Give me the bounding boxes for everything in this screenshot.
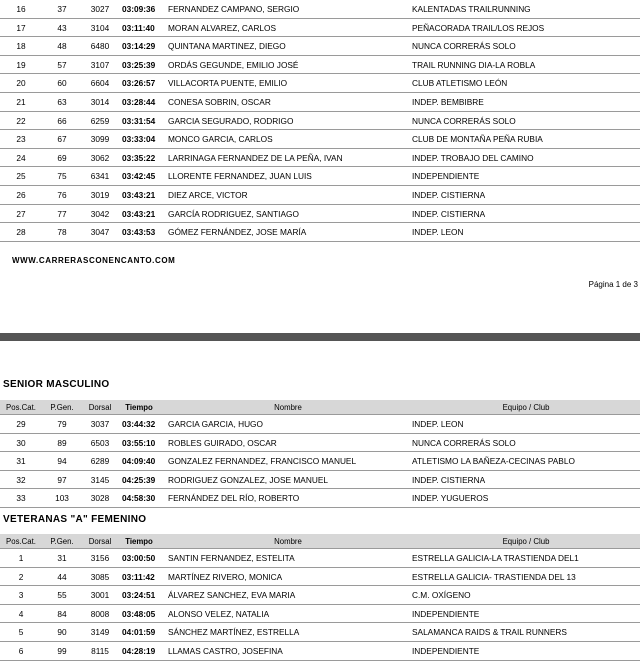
cell-nombre: ALONSO VELEZ, NATALIA bbox=[168, 608, 270, 619]
cell-tiempo: 03:43:53 bbox=[122, 227, 156, 238]
table-row bbox=[0, 186, 640, 205]
cell-tiempo: 03:55:10 bbox=[122, 437, 156, 448]
col-header-dorsal: Dorsal bbox=[88, 403, 112, 412]
cell-tiempo: 03:33:04 bbox=[122, 134, 156, 145]
cell-nombre: LARRINAGA FERNANDEZ DE LA PEÑA, IVAN bbox=[168, 152, 343, 163]
cell-poscat: 28 bbox=[16, 227, 26, 238]
cell-dorsal: 3042 bbox=[90, 208, 110, 219]
cell-nombre: RODRIGUEZ GONZALEZ, JOSE MANUEL bbox=[168, 474, 328, 485]
cell-dorsal: 3001 bbox=[90, 590, 110, 601]
cell-equipo: INDEP. CISTIERNA bbox=[412, 189, 486, 200]
cell-pgen: 60 bbox=[57, 78, 67, 89]
cell-dorsal: 8008 bbox=[90, 608, 110, 619]
cell-tiempo: 03:43:21 bbox=[122, 208, 156, 219]
cell-dorsal: 6604 bbox=[90, 78, 110, 89]
cell-poscat: 6 bbox=[18, 645, 24, 656]
cell-tiempo: 03:24:51 bbox=[122, 590, 156, 601]
cell-equipo: PEÑACORADA TRAIL/LOS REJOS bbox=[412, 22, 545, 33]
cell-tiempo: 04:28:19 bbox=[122, 645, 156, 656]
col-header-tiempo: Tiempo bbox=[125, 403, 153, 412]
col-header-pgen: P.Gen. bbox=[50, 537, 74, 546]
col-header-tiempo: Tiempo bbox=[125, 537, 153, 546]
col-header-pgen: P.Gen. bbox=[50, 403, 74, 412]
table-row bbox=[0, 489, 640, 508]
cell-dorsal: 3037 bbox=[90, 419, 110, 429]
cell-tiempo: 03:25:39 bbox=[122, 59, 156, 70]
cell-dorsal: 6289 bbox=[90, 456, 110, 467]
cell-tiempo: 03:42:45 bbox=[122, 171, 156, 182]
table-row bbox=[0, 605, 640, 624]
cell-pgen: 55 bbox=[57, 590, 67, 601]
cell-poscat: 22 bbox=[16, 115, 26, 126]
cell-tiempo: 03:31:54 bbox=[122, 115, 156, 126]
cell-nombre: LLAMAS CASTRO, JOSEFINA bbox=[168, 645, 283, 656]
cell-equipo: INDEP. CISTIERNA bbox=[412, 208, 486, 219]
cell-pgen: 37 bbox=[57, 4, 67, 14]
cell-equipo: KALENTADAS TRAILRUNNING bbox=[412, 4, 531, 14]
cell-nombre: GARCIA GARCIA, HUGO bbox=[168, 419, 263, 429]
page-number: Página 1 de 3 bbox=[588, 280, 638, 289]
cell-nombre: SANTIN FERNANDEZ, ESTELITA bbox=[168, 553, 295, 563]
results-table-top bbox=[0, 0, 640, 242]
cell-equipo: TRAIL RUNNING DIA-LA ROBLA bbox=[412, 59, 536, 70]
cell-pgen: 48 bbox=[57, 41, 67, 52]
cell-equipo: C.M. OXÍGENO bbox=[412, 590, 471, 601]
cell-pgen: 99 bbox=[57, 645, 67, 656]
cell-tiempo: 03:48:05 bbox=[122, 608, 156, 619]
cell-poscat: 3 bbox=[18, 590, 24, 601]
cell-pgen: 84 bbox=[57, 608, 67, 619]
cell-pgen: 31 bbox=[57, 553, 67, 563]
cell-pgen: 97 bbox=[57, 474, 67, 485]
cell-tiempo: 03:44:32 bbox=[122, 419, 156, 429]
cell-pgen: 89 bbox=[57, 437, 67, 448]
cell-dorsal: 3107 bbox=[90, 59, 110, 70]
cell-tiempo: 03:11:42 bbox=[122, 571, 155, 582]
cell-equipo: CLUB DE MONTAÑA PEÑA RUBIA bbox=[412, 134, 543, 145]
table-row bbox=[0, 415, 640, 434]
cell-dorsal: 6480 bbox=[90, 41, 110, 52]
cell-nombre: GARCÍA RODRIGUEZ, SANTIAGO bbox=[168, 208, 299, 219]
cell-nombre: ÁLVAREZ SANCHEZ, EVA MARIA bbox=[168, 590, 296, 601]
cell-poscat: 32 bbox=[16, 474, 26, 485]
table-row bbox=[0, 130, 640, 149]
cell-dorsal: 3062 bbox=[90, 152, 110, 163]
col-header-nombre: Nombre bbox=[274, 537, 302, 546]
col-header-nombre: Nombre bbox=[274, 403, 302, 412]
cell-nombre: FERNANDEZ CAMPANO, SERGIO bbox=[168, 4, 300, 14]
cell-nombre: GARCIA SEGURADO, RODRIGO bbox=[168, 115, 294, 126]
table-row bbox=[0, 0, 640, 19]
table-row bbox=[0, 19, 640, 38]
table-row bbox=[0, 568, 640, 587]
cell-poscat: 23 bbox=[16, 134, 26, 145]
cell-pgen: 75 bbox=[57, 171, 67, 182]
table-row bbox=[0, 37, 640, 56]
cell-pgen: 66 bbox=[57, 115, 67, 126]
col-header-poscat: Pos.Cat. bbox=[6, 403, 36, 412]
cell-equipo: ESTRELLA GALICIA- TRASTIENDA DEL 13 bbox=[412, 571, 576, 582]
cell-tiempo: 04:25:39 bbox=[122, 474, 156, 485]
cell-poscat: 2 bbox=[18, 571, 24, 582]
cell-tiempo: 04:09:40 bbox=[122, 456, 156, 467]
cell-poscat: 1 bbox=[18, 553, 24, 563]
table-row bbox=[0, 112, 640, 131]
cell-nombre: CONESA SOBRIN, OSCAR bbox=[168, 96, 271, 107]
cell-pgen: 78 bbox=[57, 227, 67, 238]
cell-dorsal: 3085 bbox=[90, 571, 110, 582]
cell-dorsal: 3047 bbox=[90, 227, 110, 238]
cell-nombre: GÓMEZ FERNÁNDEZ, JOSE MARÍA bbox=[168, 227, 307, 238]
cell-poscat: 26 bbox=[16, 189, 26, 200]
col-header-dorsal: Dorsal bbox=[88, 537, 112, 546]
cell-poscat: 4 bbox=[18, 608, 24, 619]
results-table-veteranas bbox=[0, 534, 640, 661]
cell-pgen: 103 bbox=[55, 493, 69, 504]
cell-dorsal: 3156 bbox=[90, 553, 110, 563]
cell-pgen: 57 bbox=[57, 59, 67, 70]
cell-poscat: 18 bbox=[16, 41, 26, 52]
results-table-senior bbox=[0, 400, 640, 508]
cell-nombre: DIEZ ARCE, VICTOR bbox=[168, 189, 248, 200]
table-row bbox=[0, 586, 640, 605]
cell-tiempo: 03:11:40 bbox=[122, 22, 155, 33]
table-header bbox=[0, 534, 640, 549]
cell-poscat: 33 bbox=[16, 493, 26, 504]
cell-tiempo: 03:14:29 bbox=[122, 41, 156, 52]
cell-pgen: 79 bbox=[57, 419, 67, 429]
cell-poscat: 21 bbox=[16, 96, 26, 107]
cell-dorsal: 3014 bbox=[90, 96, 110, 107]
cell-nombre: VILLACORTA PUENTE, EMILIO bbox=[168, 78, 288, 89]
cell-dorsal: 3028 bbox=[90, 493, 110, 504]
table-row bbox=[0, 642, 640, 661]
cell-nombre: ROBLES GUIRADO, OSCAR bbox=[168, 437, 277, 448]
cell-nombre: LLORENTE FERNANDEZ, JUAN LUIS bbox=[168, 171, 312, 182]
cell-dorsal: 3027 bbox=[90, 4, 110, 14]
cell-nombre: MONCO GARCIA, CARLOS bbox=[168, 134, 273, 145]
col-header-poscat: Pos.Cat. bbox=[6, 537, 36, 546]
cell-tiempo: 03:43:21 bbox=[122, 189, 156, 200]
cell-equipo: INDEP. YUGUEROS bbox=[412, 493, 489, 504]
cell-dorsal: 3104 bbox=[90, 22, 110, 33]
cell-nombre: ORDÁS GEGUNDE, EMILIO JOSÉ bbox=[168, 59, 299, 70]
table-row bbox=[0, 434, 640, 453]
cell-equipo: NUNCA CORRERÁS SOLO bbox=[412, 437, 516, 448]
cell-poscat: 29 bbox=[16, 419, 26, 429]
col-header-equipo: Equipo / Club bbox=[502, 537, 550, 546]
cell-poscat: 30 bbox=[16, 437, 26, 448]
cell-poscat: 25 bbox=[16, 171, 26, 182]
cell-nombre: GONZALEZ FERNANDEZ, FRANCISCO MANUEL bbox=[168, 456, 357, 467]
cell-pgen: 94 bbox=[57, 456, 67, 467]
cell-pgen: 67 bbox=[57, 134, 67, 145]
cell-dorsal: 3145 bbox=[90, 474, 110, 485]
cell-dorsal: 8115 bbox=[91, 645, 109, 656]
cell-dorsal: 3019 bbox=[90, 189, 110, 200]
cell-poscat: 17 bbox=[16, 22, 26, 33]
cell-poscat: 27 bbox=[16, 208, 26, 219]
cell-poscat: 16 bbox=[16, 4, 26, 14]
cell-dorsal: 6503 bbox=[90, 437, 110, 448]
cell-tiempo: 03:26:57 bbox=[122, 78, 156, 89]
cell-equipo: INDEP. CISTIERNA bbox=[412, 474, 486, 485]
cell-equipo: NUNCA CORRERÁS SOLO bbox=[412, 115, 516, 126]
cell-equipo: INDEPENDIENTE bbox=[412, 645, 480, 656]
cell-equipo: INDEP. TROBAJO DEL CAMINO bbox=[412, 152, 534, 163]
cell-dorsal: 3149 bbox=[90, 627, 110, 638]
cell-pgen: 69 bbox=[57, 152, 67, 163]
cell-poscat: 5 bbox=[18, 627, 24, 638]
table-row bbox=[0, 74, 640, 93]
cell-pgen: 63 bbox=[57, 96, 67, 107]
cell-poscat: 19 bbox=[16, 59, 26, 70]
col-header-equipo: Equipo / Club bbox=[502, 403, 550, 412]
cell-pgen: 44 bbox=[57, 571, 67, 582]
table-row bbox=[0, 549, 640, 568]
cell-nombre: FERNÁNDEZ DEL RÍO, ROBERTO bbox=[168, 493, 300, 504]
cell-equipo: CLUB ATLETISMO LEÓN bbox=[412, 78, 508, 89]
section-title-senior: SENIOR MASCULINO bbox=[3, 379, 110, 390]
table-row bbox=[0, 223, 640, 242]
cell-dorsal: 6259 bbox=[90, 115, 110, 126]
cell-equipo: INDEP. BEMBIBRE bbox=[412, 96, 484, 107]
table-body bbox=[0, 549, 640, 661]
cell-equipo: ESTRELLA GALICIA-LA TRASTIENDA DEL1 bbox=[412, 553, 579, 563]
cell-equipo: ATLETISMO LA BAÑEZA-CECINAS PABLO bbox=[412, 456, 575, 467]
cell-tiempo: 03:28:44 bbox=[122, 96, 156, 107]
cell-nombre: QUINTANA MARTINEZ, DIEGO bbox=[168, 41, 286, 52]
cell-tiempo: 04:01:59 bbox=[122, 627, 156, 638]
cell-pgen: 90 bbox=[57, 627, 67, 638]
cell-poscat: 20 bbox=[16, 78, 26, 89]
page-separator bbox=[0, 333, 640, 341]
cell-equipo: INDEP. LEON bbox=[412, 227, 464, 238]
table-row bbox=[0, 167, 640, 186]
table-row bbox=[0, 93, 640, 112]
cell-tiempo: 03:09:36 bbox=[122, 4, 156, 14]
table-row bbox=[0, 471, 640, 490]
cell-equipo: INDEPENDIENTE bbox=[412, 171, 480, 182]
table-body bbox=[0, 415, 640, 508]
cell-nombre: MORAN ALVAREZ, CARLOS bbox=[168, 22, 277, 33]
cell-pgen: 77 bbox=[57, 208, 67, 219]
cell-poscat: 31 bbox=[16, 456, 26, 467]
cell-dorsal: 3099 bbox=[90, 134, 110, 145]
cell-tiempo: 03:35:22 bbox=[122, 152, 156, 163]
section-title-veteranas: VETERANAS "A" FEMENINO bbox=[3, 514, 147, 525]
cell-poscat: 24 bbox=[16, 152, 26, 163]
cell-pgen: 76 bbox=[57, 189, 67, 200]
table-row bbox=[0, 56, 640, 75]
cell-tiempo: 04:58:30 bbox=[122, 493, 156, 504]
cell-nombre: MARTÍNEZ RIVERO, MONICA bbox=[168, 571, 283, 582]
cell-dorsal: 6341 bbox=[90, 171, 110, 182]
cell-equipo: NUNCA CORRERÁS SOLO bbox=[412, 41, 516, 52]
cell-equipo: INDEP. LEON bbox=[412, 419, 464, 429]
table-header bbox=[0, 400, 640, 415]
cell-equipo: INDEPENDIENTE bbox=[412, 608, 480, 619]
cell-equipo: SALAMANCA RAIDS & TRAIL RUNNERS bbox=[412, 627, 567, 638]
website-url: WWW.CARRERASCONENCANTO.COM bbox=[12, 256, 176, 265]
cell-nombre: SÁNCHEZ MARTÍNEZ, ESTRELLA bbox=[168, 627, 300, 638]
table-row bbox=[0, 205, 640, 224]
table-row bbox=[0, 623, 640, 642]
table-row bbox=[0, 149, 640, 168]
cell-pgen: 43 bbox=[57, 22, 67, 33]
cell-tiempo: 03:00:50 bbox=[122, 553, 156, 563]
table-row bbox=[0, 452, 640, 471]
